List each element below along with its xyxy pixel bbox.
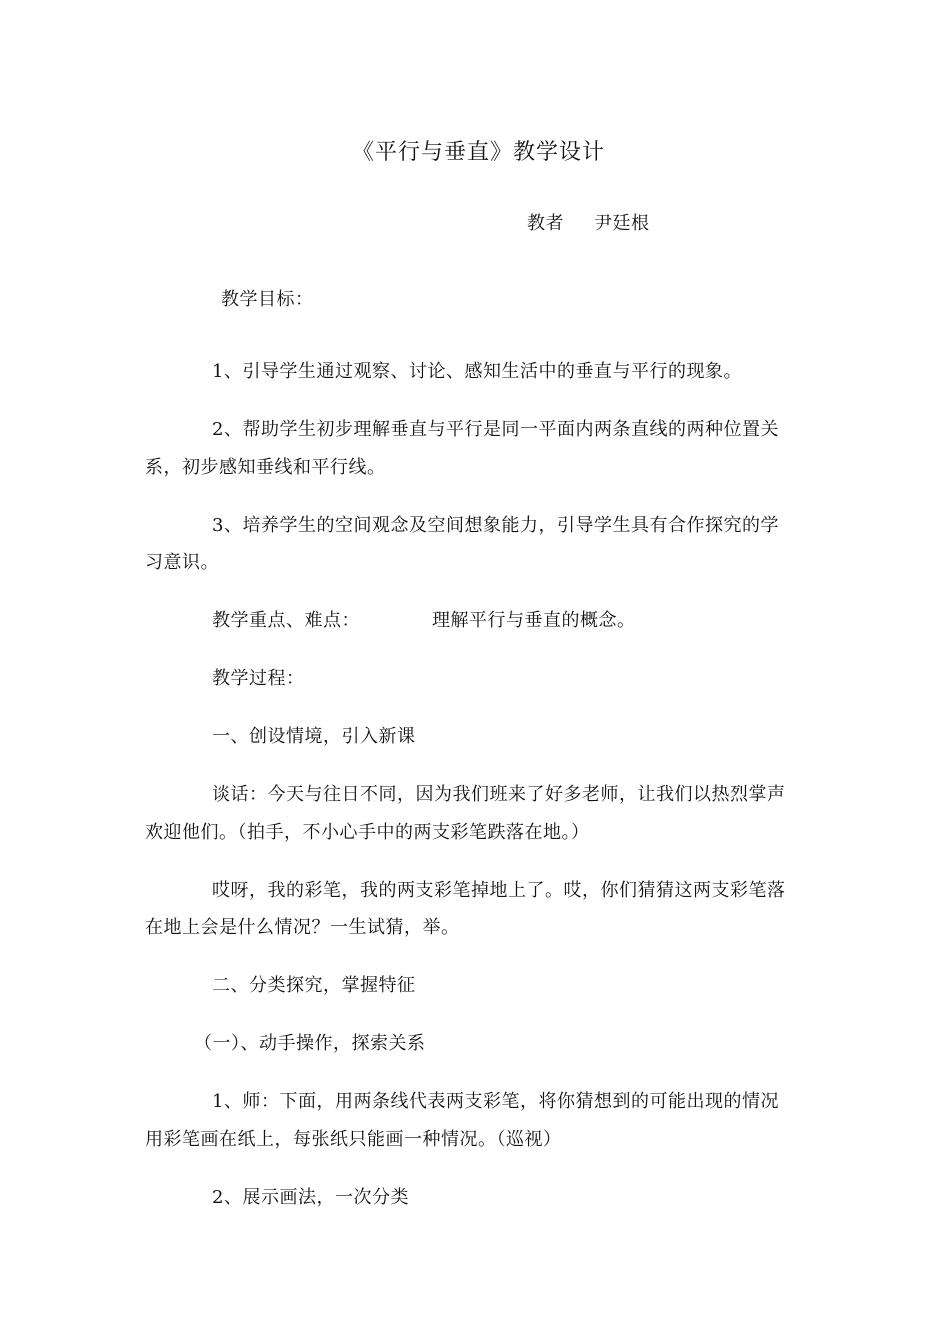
author-line bbox=[527, 212, 650, 236]
document-title: 《平行与垂直》教学设计 bbox=[352, 140, 606, 165]
oops-paragraph-cont: 在地上会是什么情况？一生试猜，举。 bbox=[145, 917, 460, 938]
objective-2: 2、帮助学生初步理解垂直与平行是同一平面内两条直线的两种位置关 bbox=[212, 419, 779, 440]
objective-3-cont: 习意识。 bbox=[145, 552, 219, 573]
oops-paragraph: 哎呀，我的彩笔，我的两支彩笔掉地上了。哎，你们猜猜这两支彩笔落 bbox=[212, 880, 786, 901]
objective-2-cont: 系，初步感知垂线和平行线。 bbox=[145, 457, 386, 478]
objectives-heading: 教学目标： bbox=[221, 289, 314, 310]
objective-3: 3、培养学生的空间观念及空间想象能力，引导学生具有合作探究的学 bbox=[212, 515, 779, 536]
objective-1: 1、引导学生通过观察、讨论、感知生活中的垂直与平行的现象。 bbox=[212, 361, 742, 382]
section-1-heading: 一、创设情境，引入新课 bbox=[212, 726, 416, 747]
step-1-paragraph-cont: 用彩笔画在纸上，每张纸只能画一种情况。（巡视） bbox=[145, 1129, 562, 1150]
section-2-heading: 二、分类探究，掌握特征 bbox=[212, 975, 416, 996]
process-heading: 教学过程： bbox=[212, 668, 305, 689]
talk-paragraph: 谈话：今天与往日不同，因为我们班来了好多老师，让我们以热烈掌声 bbox=[212, 784, 786, 805]
talk-paragraph-cont: 欢迎他们。（拍手，不小心手中的两支彩笔跌落在地。） bbox=[145, 822, 590, 843]
key-points-label: 教学重点、难点： bbox=[212, 610, 360, 631]
step-2-line: 2、展示画法，一次分类 bbox=[212, 1187, 409, 1208]
key-points-text: 理解平行与垂直的概念。 bbox=[432, 610, 636, 631]
author-label: 教者 bbox=[527, 213, 564, 234]
subsection-1-heading: （一）、动手操作，探索关系 bbox=[194, 1033, 426, 1054]
author-name: 尹廷根 bbox=[594, 213, 650, 234]
step-1-paragraph: 1、师：下面，用两条线代表两支彩笔，将你猜想到的可能出现的情况 bbox=[212, 1091, 779, 1112]
